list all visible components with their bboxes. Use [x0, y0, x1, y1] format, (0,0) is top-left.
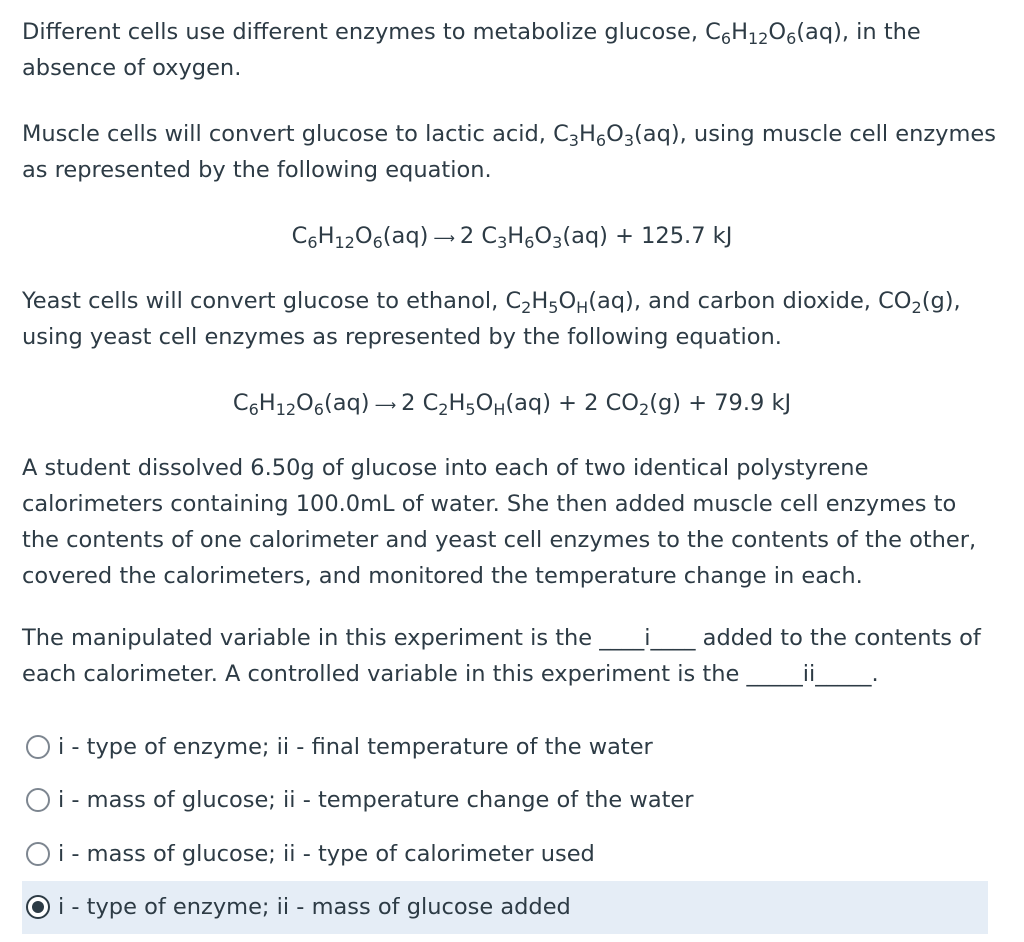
answer-option-label: i - type of enzyme; ii - mass of glucose added — [58, 894, 571, 921]
answer-option-label: i - mass of glucose; ii - type of calorimeter used — [58, 840, 595, 867]
question-stem: The manipulated variable in this experiment is the ____i____ added to the contents of each calorimeter. A controlled variable in this experiment is the _____ii_____. — [22, 625, 981, 687]
muscle-equation: $C_6H_{12}O_6(aq)$ ⟶ 2 $C_3H_6O_3(aq) + 125.7$ kJ — [0, 218, 1024, 256]
answer-option-3[interactable] — [22, 827, 988, 881]
muscle-paragraph: Muscle cells will convert glucose to lactic acid, $C_3H_6O_3(aq)$, using muscle cell enzymes as represented by the following equation. — [22, 121, 996, 183]
radio-button-icon[interactable] — [26, 735, 50, 759]
answer-option-1[interactable] — [22, 720, 988, 774]
yeast-equation: $C_6H_{12}O_6(aq)$ ⟶ 2 $C_2H_5O_H(aq) + 2$ $CO_2(g) + 79.9$ kJ — [0, 385, 1024, 423]
radio-button-checked-icon[interactable] — [26, 895, 50, 919]
radio-button-icon[interactable] — [26, 842, 50, 866]
radio-button-icon[interactable] — [26, 788, 50, 812]
intro-paragraph: Different cells use different enzymes to metabolize glucose, $C_6H_{12}O_6(aq)$, in the absence of oxygen. — [22, 19, 921, 81]
answer-option-label: i - mass of glucose; ii - temperature change of the water — [58, 787, 694, 814]
reaction-arrow-icon: ⟶ — [433, 229, 455, 247]
experiment-paragraph: A student dissolved 6.50g of glucose into each of two identical polystyrene calorimeters containing 100.0mL of water. She then added muscle cell enzymes to the contents of one calorimeter and yeast cell enzymes to the contents of the other, covered the calorimeters, and monitored the temperature change in each. — [22, 455, 977, 589]
answer-options — [22, 720, 988, 934]
answer-option-2[interactable] — [22, 774, 988, 828]
answer-option-4[interactable] — [22, 881, 988, 935]
reaction-arrow-icon: ⟶ — [374, 396, 397, 414]
answer-option-label: i - type of enzyme; ii - final temperature of the water — [58, 733, 653, 760]
yeast-paragraph: Yeast cells will convert glucose to ethanol, $C_2H_5O_H(aq)$, and carbon dioxide, $CO_2(g)$, using yeast cell enzymes as represented by the following equation. — [22, 288, 961, 350]
